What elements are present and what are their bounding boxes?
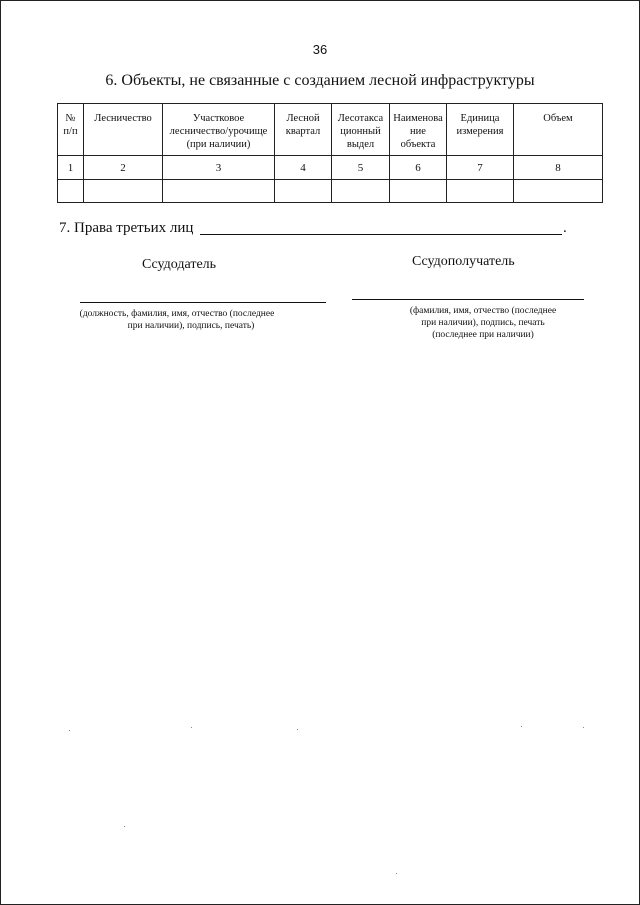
column-number-cell: 7 [447, 156, 514, 180]
column-number-row [58, 156, 603, 180]
third-party-rights-label: 7. Права третьих лиц [59, 220, 194, 236]
empty-cell [390, 180, 447, 203]
empty-cell [84, 180, 163, 203]
column-number-cell: 4 [275, 156, 332, 180]
column-number-cell: 6 [390, 156, 447, 180]
header-cell-allotment: Лесотакса ционный выдел [332, 104, 390, 156]
scan-speck [297, 729, 298, 730]
scan-speck [396, 873, 397, 874]
scan-speck [191, 727, 192, 728]
lender-signature-line [80, 302, 326, 303]
empty-cell [332, 180, 390, 203]
table-header-row [58, 104, 603, 156]
column-number-cell: 8 [514, 156, 603, 180]
empty-cell [275, 180, 332, 203]
third-party-rights-fill-line [200, 234, 562, 235]
scan-speck [124, 826, 125, 827]
section-6-title: 6. Объекты, не связанные с созданием лесной инфраструктуры [105, 72, 535, 89]
borrower-caption: (фамилия, имя, отчество (последнее при наличии), подпись, печать (последнее при наличии) [409, 306, 557, 340]
column-number-cell: 3 [163, 156, 275, 180]
header-cell-unit: Единица измерения [447, 104, 514, 156]
borrower-title: Ссудополучатель [412, 254, 515, 269]
lender-title: Ссудодатель [142, 257, 217, 272]
third-party-rights-end-mark: . [563, 220, 567, 236]
header-cell-number: № п/п [58, 104, 84, 156]
scan-speck [583, 727, 584, 728]
header-cell-volume: Объем [514, 104, 603, 156]
empty-cell [163, 180, 275, 203]
column-number-cell: 5 [332, 156, 390, 180]
header-cell-quarter: Лесной квартал [275, 104, 332, 156]
empty-cell [447, 180, 514, 203]
column-number-cell: 1 [58, 156, 84, 180]
objects-table [57, 103, 603, 203]
header-cell-forestry: Лесничество [84, 104, 163, 156]
scan-speck [69, 730, 70, 731]
borrower-signature-line [352, 299, 584, 300]
header-cell-object-name: Наименова ние объекта [390, 104, 447, 156]
lender-caption: (должность, фамилия, имя, отчество (последнее при наличии), подпись, печать) [79, 309, 275, 331]
empty-cell [58, 180, 84, 203]
page-number: 36 [312, 42, 328, 57]
scan-speck [521, 726, 522, 727]
empty-table-row [58, 180, 603, 203]
empty-cell [514, 180, 603, 203]
header-cell-district-forestry: Участковое лесничество/урочище (при наличии) [163, 104, 275, 156]
column-number-cell: 2 [84, 156, 163, 180]
